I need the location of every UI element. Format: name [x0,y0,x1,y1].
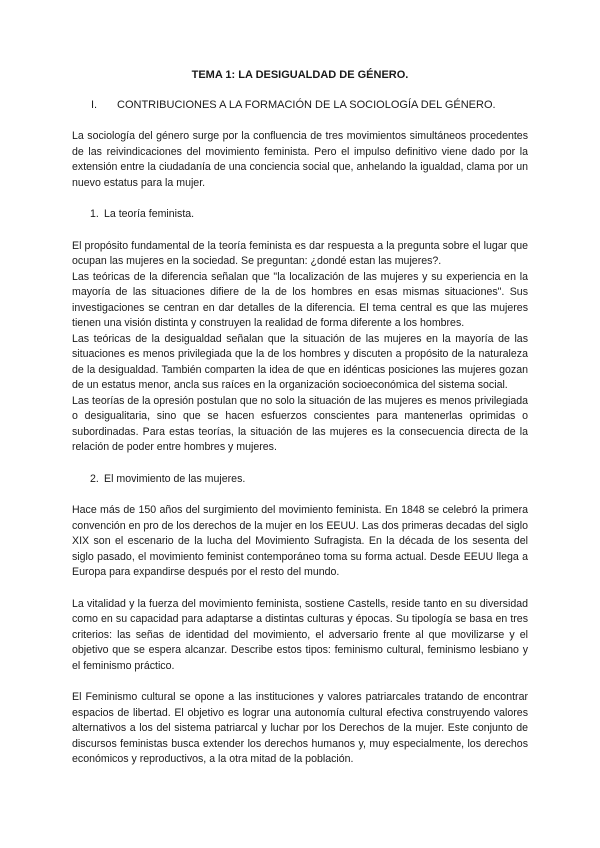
paragraph: Las teóricas de la diferencia señalan que "la localización de las mujeres y su experiencia en la mayoría de las situaciones difiere de la de los hombres en esas mismas situaciones". Sus investigaciones se centran en dar detalles de la diferencia. El tema central es que las mujeres tienen una visión distinta y construyen la realidad de forma diferente a los hombres. [72,270,528,329]
paragraph: La vitalidad y la fuerza del movimiento feminista, sostiene Castells, reside tanto en su diversidad como en su capacidad para adaptarse a distintas culturas y épocas. Su tipología se basa en tres criterios: las señas de identidad del movimiento, el adversario frente al que movilizarse y el objetivo que se espera alcanzar. Describe estos tipos: feminismo cultural, feminismo lesbiano y el feminismo práctico. [72,597,528,672]
paragraph: Las teóricas de la desigualdad señalan que la situación de las mujeres en la mayoría de las situaciones es menos privilegiada que la de los hombres y discuten a propósito de la naturaleza de la desigualdad. También comparten la idea de que en idénticas posiciones las mujeres gozan de un estatus menor, ancla sus raíces en la organización socioeconómica del sistema social. [72,332,528,391]
subsection-label: La teoría feminista. [104,208,195,220]
subsection-number: 1. [90,208,99,220]
subsection-number: 2. [90,472,99,485]
paragraph: Hace más de 150 años del surgimiento del movimiento feminista. En 1848 se celebró la primera convención en pro de los derechos de la mujer en los EEUU. Las dos primeras decadas del siglo XIX son el escenario de la lucha del Movimiento Sufragista. En la década de los sesenta del siglo pasado, el movimiento feminist contemporáneo toma su forma actual. Desde EEUU llega a Europa para expandirse después por el resto del mundo. [72,504,528,578]
subsection-heading-2 [90,472,528,488]
document-title: TEMA 1: LA DESIGUALDAD DE GÉNERO. [191,69,409,81]
subsection-heading-1 [90,207,528,223]
section-number: I. [91,98,98,111]
subsection-1-body [72,239,528,456]
paragraph: El propósito fundamental de la teoría feminista es dar respuesta a la pregunta sobre el lugar que ocupan las mujeres en la sociedad. Se preguntan: ¿dondé estan las mujeres?. [72,239,528,267]
subsection-label: El movimiento de las mujeres. [104,472,246,485]
section-heading [91,98,528,114]
intro-paragraph: La sociología del género surge por la confluencia de tres movimientos simultáneos procedentes de las reivindicaciones del movimiento feminista. Pero el impulso definitivo viene dado por la extensión entre la ciudadanía de una conciencia social que, anhelando la igualdad, clama por un nuevo estatus para la mujer. [72,130,528,189]
section-label: CONTRIBUCIONES A LA FORMACIÓN DE LA SOCIOLOGÍA DEL GÉNERO. [117,98,496,111]
paragraph: El Feminismo cultural se opone a las instituciones y valores patriarcales tratando de encontrar espacios de libertad. El objetivo es lograr una autonomía cultural efectiva construyendo valores alternativos a los del sistema patriarcal y luchar por los Derechos de la mujer. Este conjunto de discursos feministas busca extender los derechos humanos y, muy especialmente, los derechos económicos y reproductivos, a la otra mitad de la población. [72,691,528,765]
paragraph: Las teorías de la opresión postulan que no solo la situación de las mujeres es menos privilegiada o desigualitaria, sino que se hacen esfuerzos conscientes para mantenerlas oprimidas o subordinadas. Para estas teorías, la situación de las mujeres es la consecuencia directa de la relación de poder entre hombres y mujeres. [72,394,528,453]
